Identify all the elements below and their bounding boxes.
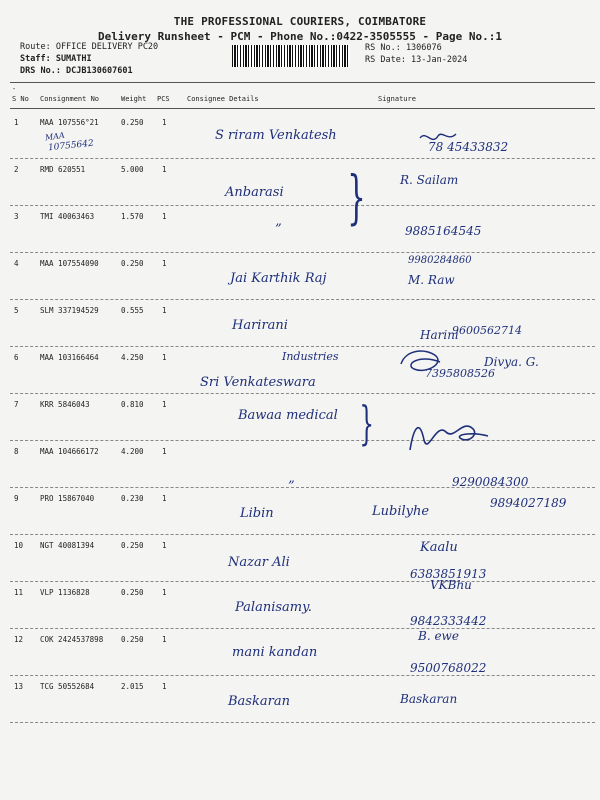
row-divider — [10, 205, 595, 206]
row-sno: 3 — [14, 212, 19, 221]
row-weight: 0.250 — [121, 118, 144, 127]
row-pcs: 1 — [162, 635, 167, 644]
row-weight: 1.570 — [121, 212, 144, 221]
row-sno: 10 — [14, 541, 24, 550]
row-weight: 5.000 — [121, 165, 144, 174]
row-signature: R. Sailam — [400, 173, 459, 187]
row-weight: 0.250 — [121, 259, 144, 268]
row-pcs: 1 — [162, 682, 167, 691]
row-signature: 78 45433832 — [428, 140, 509, 154]
row7-brace: } — [359, 396, 374, 450]
row-divider — [10, 252, 595, 253]
row-divider — [10, 628, 595, 629]
row-consignee: Jai Karthik Raj — [230, 271, 327, 286]
row-weight: 4.250 — [121, 353, 144, 362]
row9-signature: Lubilyhe — [372, 504, 430, 519]
row2-brace: } — [347, 163, 366, 231]
col-sno: S No — [12, 95, 29, 103]
row-weight: 0.250 — [121, 588, 144, 597]
row4-phone: 9980284860 — [408, 255, 472, 266]
row-consignee: Harirani — [232, 318, 288, 333]
row-signature: M. Raw — [408, 273, 455, 287]
rs-date: RS Date: 13-Jan-2024 — [365, 55, 468, 65]
row-pcs: 1 — [162, 494, 167, 503]
row-signature: Harini — [420, 328, 459, 342]
row-pcs: 1 — [162, 447, 167, 456]
row-consignment: MAA 104666172 — [40, 447, 99, 456]
row-consignment: TMI 40063463 — [40, 212, 95, 221]
row-signature: 9500768022 — [410, 661, 487, 675]
row-pcs: 1 — [162, 353, 167, 362]
row-consignee: Bawaa medical — [238, 408, 338, 423]
row-consignment: TCG 50552684 — [40, 682, 95, 691]
row-consignee: Libin — [240, 506, 274, 521]
row-divider — [10, 393, 595, 394]
row1-handwritten-number: 10755642 — [47, 138, 95, 154]
row-divider — [10, 534, 595, 535]
row-signature: 9842333442 — [410, 614, 487, 628]
row-divider — [10, 440, 595, 441]
row-weight: 0.810 — [121, 400, 144, 409]
header-bottom-rule — [10, 108, 595, 109]
row-signature: 9290084300 — [452, 475, 529, 489]
row-signature: 9894027189 — [490, 496, 567, 510]
row-sno: 8 — [14, 447, 19, 456]
header-dash: - — [12, 85, 17, 93]
runsheet-subtitle: Delivery Runsheet - PCM - Phone No.:0422-3505555 - Page No.:1 — [98, 30, 502, 43]
staff-label: Staff: SUMATHI — [20, 54, 92, 64]
row-signature: Divya. G. — [484, 355, 539, 369]
row5-phone: 9600562714 — [452, 324, 522, 337]
row-consignee: Sri Venkateswara — [200, 375, 316, 390]
row-weight: 2.015 — [121, 682, 144, 691]
row-divider — [10, 346, 595, 347]
row-pcs: 1 — [162, 541, 167, 550]
row-sno: 4 — [14, 259, 19, 268]
row-sno: 12 — [14, 635, 24, 644]
row1-handwritten-maa: MAA — [44, 130, 66, 143]
row-weight: 4.200 — [121, 447, 144, 456]
row-sno: 7 — [14, 400, 19, 409]
row-consignment: MAA 103166464 — [40, 353, 99, 362]
row6-scribble-signature — [396, 344, 446, 380]
row-consignee: ” — [275, 222, 282, 237]
row-weight: 0.250 — [121, 635, 144, 644]
row-weight: 0.230 — [121, 494, 144, 503]
row-sno: 1 — [14, 118, 19, 127]
barcode — [232, 45, 350, 67]
col-consignment: Consignment No — [40, 95, 100, 103]
row-sno: 13 — [14, 682, 24, 691]
row-consignee: Palanisamy. — [235, 600, 312, 615]
row-consignment: MAA 107556°21 — [40, 118, 99, 127]
row-pcs: 1 — [162, 212, 167, 221]
row-sno: 6 — [14, 353, 19, 362]
row1-strike-signature — [418, 128, 458, 148]
row-consignee: Nazar Ali — [228, 555, 290, 570]
col-weight: Weight — [121, 95, 147, 103]
row10-signature: Kaalu — [420, 540, 458, 555]
row-sno: 11 — [14, 588, 24, 597]
row6-phone: 7395808526 — [425, 367, 495, 380]
row-pcs: 1 — [162, 165, 167, 174]
row-pcs: 1 — [162, 259, 167, 268]
row-consignment: NGT 40081394 — [40, 541, 95, 550]
row11-signature: VKBhu — [430, 578, 472, 592]
col-signature: Signature — [378, 95, 416, 103]
row-consignment: MAA 107554090 — [40, 259, 99, 268]
header-top-rule — [10, 82, 595, 83]
row-divider — [10, 487, 595, 488]
row-signature: Baskaran — [400, 692, 458, 706]
row-signature: 6383851913 — [410, 567, 487, 581]
row-consignee: S riram Venkatesh — [215, 128, 337, 143]
row12-signature: B. ewe — [418, 629, 459, 643]
row-consignee: ” — [288, 479, 295, 494]
drs-label: DRS No.: DCJB130607601 — [20, 66, 133, 76]
row6-industries: Industries — [282, 350, 339, 363]
row-sno: 9 — [14, 494, 19, 503]
row-pcs: 1 — [162, 400, 167, 409]
col-pcs: PCS — [157, 95, 170, 103]
row7-scribble-signature — [402, 410, 492, 460]
row-divider — [10, 675, 595, 676]
row-consignment: RMD 620551 — [40, 165, 86, 174]
row-weight: 0.555 — [121, 306, 144, 315]
row-consignee: Anbarasi — [225, 185, 284, 200]
col-consignee: Consignee Details — [187, 95, 259, 103]
row-consignment: SLM 337194529 — [40, 306, 99, 315]
rs-number: RS No.: 1306076 — [365, 43, 442, 53]
row-divider — [10, 299, 595, 300]
row-consignee: mani kandan — [232, 645, 318, 660]
company-title: THE PROFESSIONAL COURIERS, COIMBATORE — [173, 15, 427, 28]
row-sno: 5 — [14, 306, 19, 315]
row-consignment: PRO 15867040 — [40, 494, 95, 503]
row-consignee: Baskaran — [228, 694, 290, 709]
route-label: Route: OFFICE DELIVERY PC20 — [20, 42, 159, 52]
row-weight: 0.250 — [121, 541, 144, 550]
row-pcs: 1 — [162, 306, 167, 315]
row-consignment: VLP 1136828 — [40, 588, 90, 597]
row-consignment: KRR 5846043 — [40, 400, 90, 409]
row-divider — [10, 722, 595, 723]
row-consignment: COK 2424537898 — [40, 635, 104, 644]
row-signature: 9885164545 — [405, 224, 482, 238]
row-divider — [10, 158, 595, 159]
row-sno: 2 — [14, 165, 19, 174]
row-divider — [10, 581, 595, 582]
row-pcs: 1 — [162, 588, 167, 597]
row-pcs: 1 — [162, 118, 167, 127]
